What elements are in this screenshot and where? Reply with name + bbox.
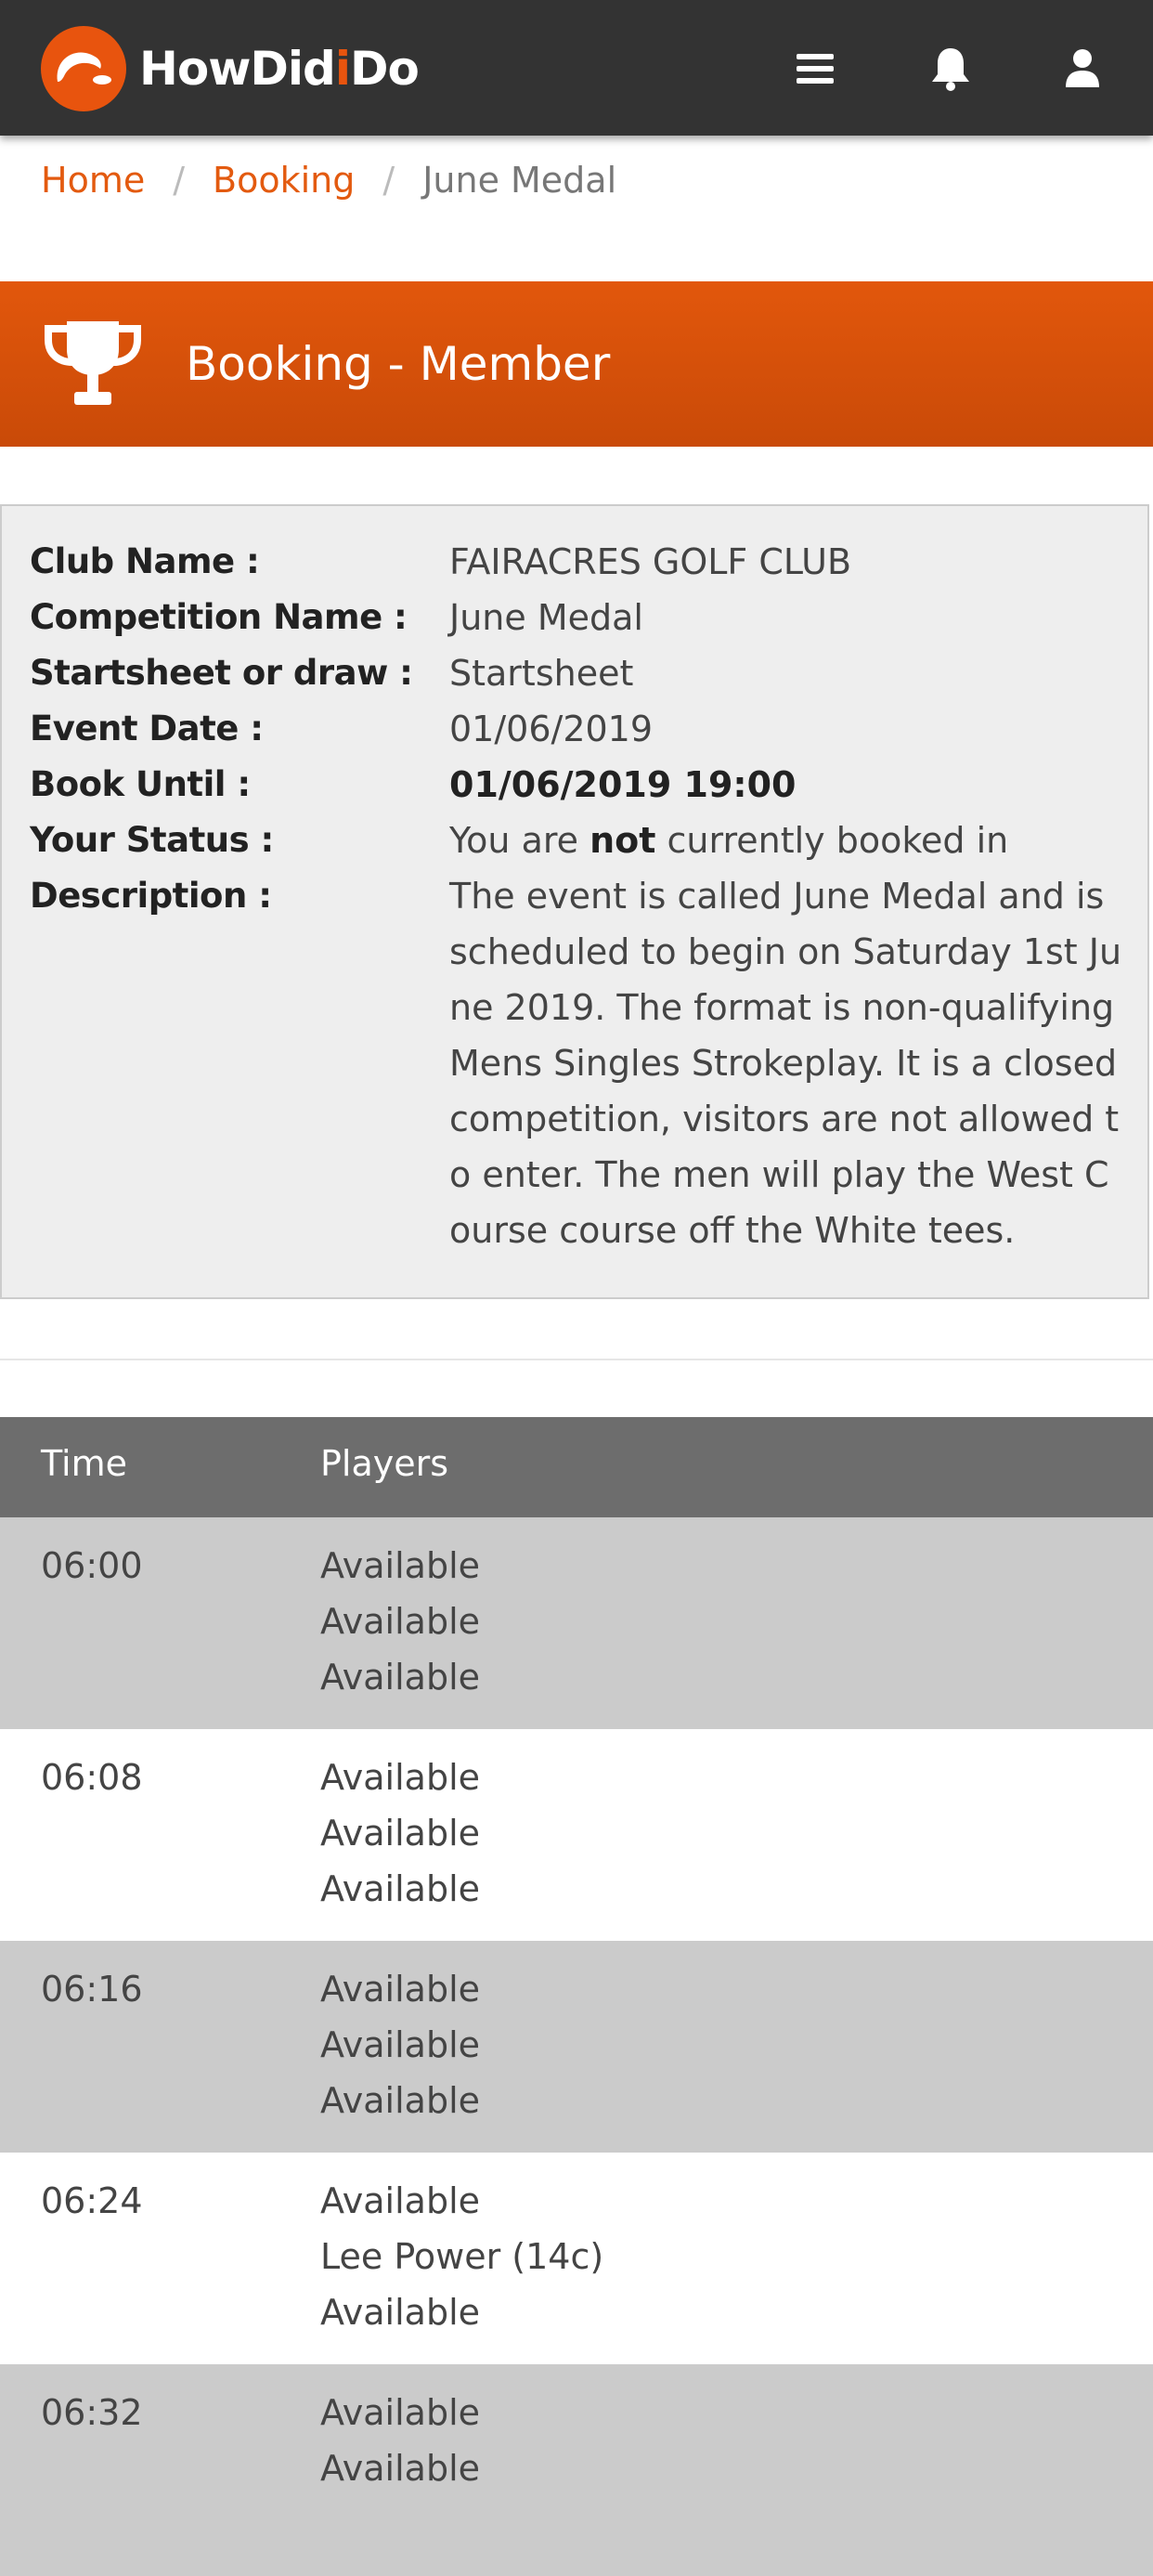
- player-slot[interactable]: Available: [320, 2292, 481, 2333]
- player-slot[interactable]: Lee Power (14c): [320, 2236, 604, 2277]
- tee-times-table: [0, 1417, 1153, 2576]
- tee-time: 06:32: [41, 2392, 143, 2433]
- player-slot[interactable]: Available: [320, 1969, 481, 2010]
- status-text: currently booked in: [655, 820, 1009, 861]
- info-label: Club Name :: [30, 541, 260, 581]
- player-slot[interactable]: Available: [320, 2180, 481, 2221]
- player-slot[interactable]: Available: [320, 1545, 481, 1586]
- breadcrumb-separator: /: [173, 160, 186, 201]
- info-label: Your Status :: [30, 820, 274, 860]
- status-text: You are: [449, 820, 590, 861]
- player-slot[interactable]: Available: [320, 2448, 481, 2489]
- info-value: [449, 813, 1125, 868]
- player-slot[interactable]: Available: [320, 2080, 481, 2121]
- info-label: Book Until :: [30, 764, 251, 804]
- player-slot[interactable]: Available: [320, 2392, 481, 2433]
- bell-icon[interactable]: [926, 45, 975, 93]
- competition-info-panel: [0, 504, 1149, 1299]
- info-label: Event Date :: [30, 709, 264, 748]
- info-label: Description :: [30, 876, 272, 916]
- player-slot[interactable]: Available: [320, 2024, 481, 2065]
- tee-time: 06:00: [41, 1545, 143, 1586]
- brand-name: HowDidiDo: [139, 42, 419, 96]
- section-divider: [0, 1359, 1153, 1360]
- breadcrumb-current: June Medal: [422, 160, 617, 201]
- player-slot[interactable]: Available: [320, 1868, 481, 1909]
- howdidido-logo[interactable]: [41, 26, 419, 111]
- breadcrumb-booking-link[interactable]: Booking: [213, 160, 356, 201]
- page-banner: [0, 281, 1153, 447]
- breadcrumb-separator: /: [382, 160, 395, 201]
- table-row[interactable]: [0, 1729, 1153, 1941]
- player-list: [320, 2173, 603, 2340]
- table-header: [0, 1417, 1153, 1517]
- tee-time: 06:08: [41, 1757, 143, 1798]
- player-list: [320, 1538, 480, 1705]
- player-list: [320, 1961, 480, 2128]
- table-row[interactable]: [0, 1941, 1153, 2153]
- info-value: June Medal: [449, 597, 643, 638]
- player-slot[interactable]: Available: [320, 1657, 481, 1698]
- menu-icon[interactable]: [791, 45, 839, 93]
- top-navbar: [0, 0, 1153, 136]
- player-slot[interactable]: Available: [320, 1757, 481, 1798]
- table-row[interactable]: [0, 2153, 1153, 2364]
- column-header-players: Players: [320, 1443, 449, 1484]
- info-value: Startsheet: [449, 653, 634, 694]
- info-label: Startsheet or draw :: [30, 653, 413, 693]
- table-row[interactable]: [0, 1517, 1153, 1729]
- info-value: FAIRACRES GOLF CLUB: [449, 541, 852, 582]
- player-list: [320, 2385, 480, 2496]
- player-slot[interactable]: Available: [320, 1601, 481, 1642]
- info-value: 01/06/2019 19:00: [449, 764, 797, 805]
- trophy-icon: [41, 312, 145, 416]
- breadcrumb: [41, 160, 616, 201]
- description-text: The event is called June Medal and is scheduled to begin on Saturday 1st June 2019. The format is non-qualifying Mens Singles Strokeplay. It is a closed competition, visitors are not allowed to enter. The men will play the West Course course off the White tees.: [449, 876, 1122, 1251]
- table-row[interactable]: [0, 2364, 1153, 2576]
- user-icon[interactable]: [1058, 45, 1107, 93]
- tee-time: 06:16: [41, 1969, 143, 2010]
- info-label: Competition Name :: [30, 597, 408, 637]
- page-title: Booking - Member: [186, 337, 611, 391]
- player-slot[interactable]: Available: [320, 1813, 481, 1854]
- status-emphasis: not: [589, 820, 656, 861]
- logo-icon: [41, 26, 126, 111]
- breadcrumb-home-link[interactable]: Home: [41, 160, 146, 201]
- player-list: [320, 1750, 480, 1917]
- tee-time: 06:24: [41, 2180, 143, 2221]
- info-value: 01/06/2019: [449, 709, 654, 749]
- column-header-time: Time: [41, 1443, 127, 1484]
